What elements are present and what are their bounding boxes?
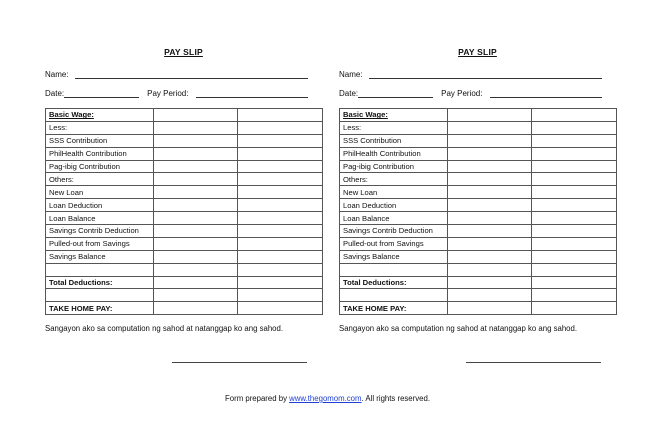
table-row <box>46 302 323 315</box>
acknowledgement-text: Sangayon ako sa computation ng sahod at natanggap ko ang sahod. <box>339 324 577 333</box>
row-label: Less: <box>46 121 154 134</box>
table-row <box>340 212 617 225</box>
footer-suffix: . All rights reserved. <box>361 394 430 403</box>
amount-cell[interactable] <box>448 302 532 315</box>
row-label: Others: <box>46 173 154 186</box>
row-label: Basic Wage: <box>46 109 154 122</box>
table-row <box>46 263 323 276</box>
amount-cell[interactable] <box>532 147 617 160</box>
amount-cell[interactable] <box>532 250 617 263</box>
amount-cell[interactable] <box>448 147 532 160</box>
amount-cell[interactable] <box>154 186 238 199</box>
amount-cell[interactable] <box>238 186 323 199</box>
amount-cell[interactable] <box>238 289 323 302</box>
row-label: Pag-ibig Contribution <box>340 160 448 173</box>
row-label: Savings Contrib Deduction <box>46 225 154 238</box>
amount-cell[interactable] <box>154 109 238 122</box>
name-row <box>45 70 322 79</box>
table-row <box>340 250 617 263</box>
amount-cell[interactable] <box>238 147 323 160</box>
amount-cell[interactable] <box>532 289 617 302</box>
row-label <box>46 263 154 276</box>
amount-cell[interactable] <box>154 160 238 173</box>
amount-cell[interactable] <box>154 302 238 315</box>
date-row <box>339 89 616 98</box>
footer-link[interactable]: www.thegomom.com <box>289 394 362 403</box>
amount-cell[interactable] <box>532 199 617 212</box>
amount-cell[interactable] <box>448 173 532 186</box>
row-label: Savings Contrib Deduction <box>340 225 448 238</box>
acknowledgement-text: Sangayon ako sa computation ng sahod at natanggap ko ang sahod. <box>45 324 283 333</box>
row-label: Total Deductions: <box>46 276 154 289</box>
table-row <box>46 173 323 186</box>
amount-cell[interactable] <box>532 212 617 225</box>
amount-cell[interactable] <box>448 199 532 212</box>
date-label: Date: <box>339 89 359 98</box>
table-row <box>340 134 617 147</box>
amount-cell[interactable] <box>154 121 238 134</box>
row-label: SSS Contribution <box>46 134 154 147</box>
amount-cell[interactable] <box>238 160 323 173</box>
name-label: Name: <box>45 70 69 79</box>
amount-cell[interactable] <box>154 289 238 302</box>
amount-cell[interactable] <box>448 160 532 173</box>
table-row <box>46 250 323 263</box>
row-label: PhilHealth Contribution <box>46 147 154 160</box>
row-label: Savings Balance <box>46 250 154 263</box>
table-row <box>46 199 323 212</box>
name-field[interactable] <box>369 70 602 79</box>
footer <box>0 394 655 403</box>
row-label: New Loan <box>340 186 448 199</box>
table-row <box>340 199 617 212</box>
amount-cell[interactable] <box>238 134 323 147</box>
amount-cell[interactable] <box>154 147 238 160</box>
row-label <box>340 289 448 302</box>
row-label: Basic Wage: <box>340 109 448 122</box>
table-row <box>340 186 617 199</box>
amount-cell[interactable] <box>448 237 532 250</box>
amount-cell[interactable] <box>238 225 323 238</box>
table-row <box>46 160 323 173</box>
row-label: Loan Balance <box>46 212 154 225</box>
pay-period-field[interactable] <box>196 89 308 98</box>
slip-title: PAY SLIP <box>164 47 203 57</box>
row-label: PhilHealth Contribution <box>340 147 448 160</box>
amount-cell[interactable] <box>532 160 617 173</box>
table-row <box>340 121 617 134</box>
pay-table <box>339 108 617 315</box>
amount-cell[interactable] <box>154 134 238 147</box>
table-row <box>46 147 323 160</box>
amount-cell[interactable] <box>532 186 617 199</box>
row-label: SSS Contribution <box>340 134 448 147</box>
table-row <box>46 212 323 225</box>
table-row <box>340 276 617 289</box>
amount-cell[interactable] <box>238 263 323 276</box>
table-row <box>46 134 323 147</box>
row-label: Loan Deduction <box>340 199 448 212</box>
table-row <box>340 302 617 315</box>
amount-cell[interactable] <box>238 173 323 186</box>
amount-cell[interactable] <box>448 250 532 263</box>
date-field[interactable] <box>64 89 139 98</box>
pay-period-label: Pay Period: <box>147 89 189 98</box>
amount-cell[interactable] <box>532 109 617 122</box>
row-label: Pulled-out from Savings <box>46 237 154 250</box>
amount-cell[interactable] <box>154 250 238 263</box>
pay-period-field[interactable] <box>490 89 602 98</box>
amount-cell[interactable] <box>532 263 617 276</box>
table-row <box>340 289 617 302</box>
slip-title: PAY SLIP <box>458 47 497 57</box>
amount-cell[interactable] <box>154 225 238 238</box>
signature-line[interactable] <box>466 362 601 363</box>
amount-cell[interactable] <box>238 121 323 134</box>
amount-cell[interactable] <box>448 212 532 225</box>
table-row <box>340 173 617 186</box>
row-label <box>340 263 448 276</box>
footer-prefix: Form prepared by <box>225 394 290 403</box>
table-row <box>46 225 323 238</box>
row-label: Pulled-out from Savings <box>340 237 448 250</box>
amount-cell[interactable] <box>532 225 617 238</box>
amount-cell[interactable] <box>448 289 532 302</box>
amount-cell[interactable] <box>448 263 532 276</box>
amount-cell[interactable] <box>154 199 238 212</box>
amount-cell[interactable] <box>448 109 532 122</box>
table-row <box>340 147 617 160</box>
amount-cell[interactable] <box>238 199 323 212</box>
amount-cell[interactable] <box>532 121 617 134</box>
amount-cell[interactable] <box>154 276 238 289</box>
pay-period-label: Pay Period: <box>441 89 483 98</box>
amount-cell[interactable] <box>238 109 323 122</box>
row-label: Others: <box>340 173 448 186</box>
pay-table <box>45 108 323 315</box>
signature-line[interactable] <box>172 362 307 363</box>
row-label: Less: <box>340 121 448 134</box>
row-label: Loan Balance <box>340 212 448 225</box>
amount-cell[interactable] <box>448 225 532 238</box>
table-row <box>340 160 617 173</box>
table-row <box>46 109 323 122</box>
row-label: Savings Balance <box>340 250 448 263</box>
amount-cell[interactable] <box>448 276 532 289</box>
table-row <box>46 121 323 134</box>
amount-cell[interactable] <box>448 134 532 147</box>
table-row <box>340 263 617 276</box>
amount-cell[interactable] <box>154 263 238 276</box>
amount-cell[interactable] <box>532 134 617 147</box>
amount-cell[interactable] <box>448 186 532 199</box>
date-row <box>45 89 322 98</box>
row-label: New Loan <box>46 186 154 199</box>
amount-cell[interactable] <box>532 276 617 289</box>
table-row <box>46 186 323 199</box>
table-row <box>46 289 323 302</box>
amount-cell[interactable] <box>532 173 617 186</box>
table-row <box>46 276 323 289</box>
amount-cell[interactable] <box>238 250 323 263</box>
amount-cell[interactable] <box>448 121 532 134</box>
row-label <box>46 289 154 302</box>
table-row <box>340 225 617 238</box>
table-row <box>46 237 323 250</box>
date-field[interactable] <box>358 89 433 98</box>
amount-cell[interactable] <box>154 212 238 225</box>
row-label: TAKE HOME PAY: <box>340 302 448 315</box>
amount-cell[interactable] <box>238 237 323 250</box>
name-field[interactable] <box>75 70 308 79</box>
amount-cell[interactable] <box>532 237 617 250</box>
amount-cell[interactable] <box>154 173 238 186</box>
amount-cell[interactable] <box>154 237 238 250</box>
amount-cell[interactable] <box>532 302 617 315</box>
row-label: Pag-ibig Contribution <box>46 160 154 173</box>
name-label: Name: <box>339 70 363 79</box>
date-label: Date: <box>45 89 65 98</box>
name-row <box>339 70 616 79</box>
row-label: Loan Deduction <box>46 199 154 212</box>
table-row <box>340 109 617 122</box>
amount-cell[interactable] <box>238 276 323 289</box>
row-label: Total Deductions: <box>340 276 448 289</box>
table-row <box>340 237 617 250</box>
amount-cell[interactable] <box>238 302 323 315</box>
amount-cell[interactable] <box>238 212 323 225</box>
row-label: TAKE HOME PAY: <box>46 302 154 315</box>
